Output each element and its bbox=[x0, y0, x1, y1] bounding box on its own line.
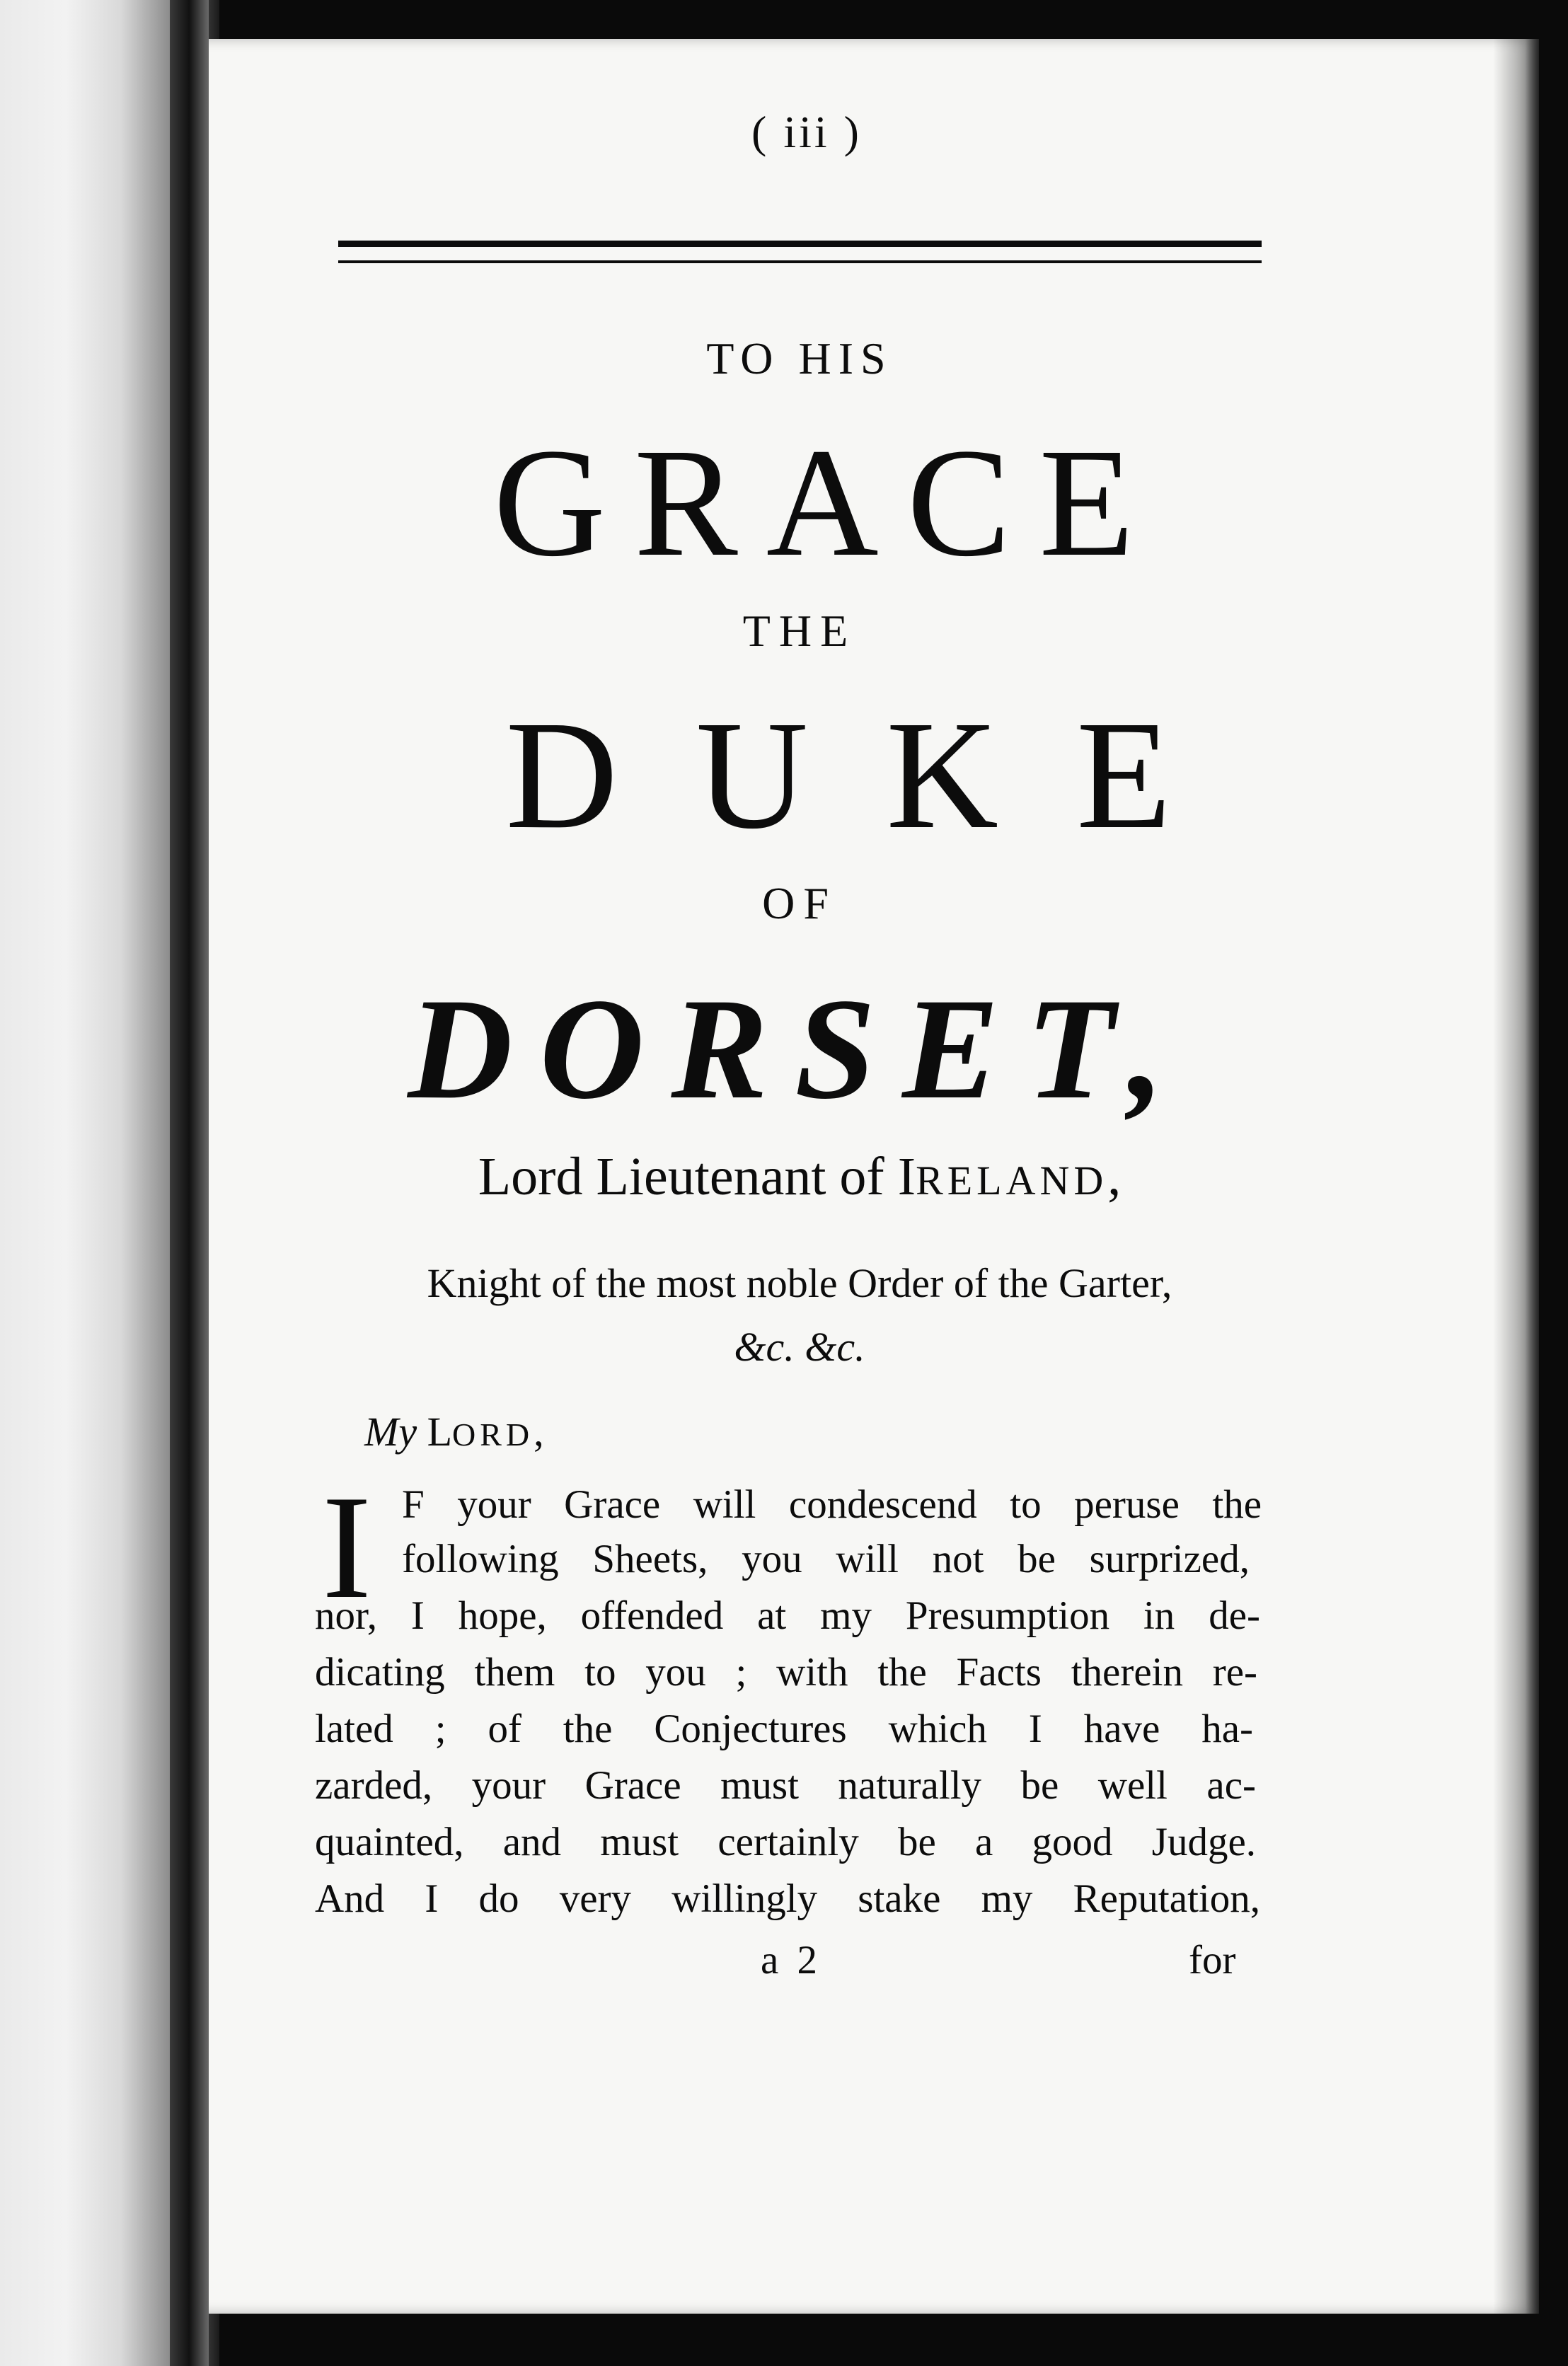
body-line-1: F your Grace will condescend to peruse the bbox=[402, 1482, 1262, 1527]
dedication-knight: Knight of the most noble Order of the Garter, bbox=[427, 1260, 1172, 1306]
ireland-small-caps: RELAND bbox=[916, 1158, 1108, 1204]
body-line-7: quainted, and must certainly be a good Judge. bbox=[315, 1820, 1256, 1864]
signature-mark: a 2 bbox=[761, 1938, 822, 1983]
dedication-dorset: DORSET, bbox=[408, 969, 1192, 1129]
dedication-of: OF bbox=[762, 878, 837, 928]
body-line-8: And I do very willingly stake my Reputation, bbox=[315, 1876, 1260, 1921]
lord-lieutenant-comma: , bbox=[1107, 1147, 1122, 1206]
salutation bbox=[364, 1408, 544, 1455]
drop-cap: I bbox=[322, 1465, 371, 1629]
heading-rule-thin bbox=[338, 260, 1262, 263]
body-line-2: following Sheets, you will not be surprized, bbox=[402, 1537, 1250, 1581]
page-number: ( iii ) bbox=[751, 107, 862, 157]
dedication-duke: DUKE bbox=[505, 688, 1250, 861]
binding-edge bbox=[170, 0, 209, 2366]
body-line-3: nor, I hope, offended at my Presumption in de- bbox=[315, 1593, 1260, 1638]
page-edge-shadow bbox=[1493, 39, 1539, 2314]
heading-rule-thick bbox=[338, 241, 1262, 247]
lord-lieutenant-text: Lord Lieutenant of I bbox=[478, 1147, 916, 1206]
catchword: for bbox=[1189, 1938, 1236, 1983]
dedication-the: THE bbox=[742, 606, 857, 656]
salutation-comma: , bbox=[534, 1409, 544, 1455]
salutation-lord-small-caps: ORD bbox=[452, 1416, 534, 1453]
dedication-grace: GRACE bbox=[493, 416, 1163, 589]
salutation-my: My bbox=[364, 1409, 417, 1455]
dedication-etc: &c. &c. bbox=[734, 1324, 865, 1370]
body-line-5: lated ; of the Conjectures which I have ha- bbox=[315, 1707, 1253, 1751]
body-line-4: dicating them to you ; with the Facts therein re- bbox=[315, 1650, 1257, 1695]
body-line-6: zarded, your Grace must naturally be well ac- bbox=[315, 1763, 1256, 1808]
salutation-lord-initial: L bbox=[427, 1409, 452, 1455]
dedication-to-his: TO HIS bbox=[706, 333, 893, 383]
dedication-lord-lieutenant bbox=[283, 1146, 1316, 1208]
